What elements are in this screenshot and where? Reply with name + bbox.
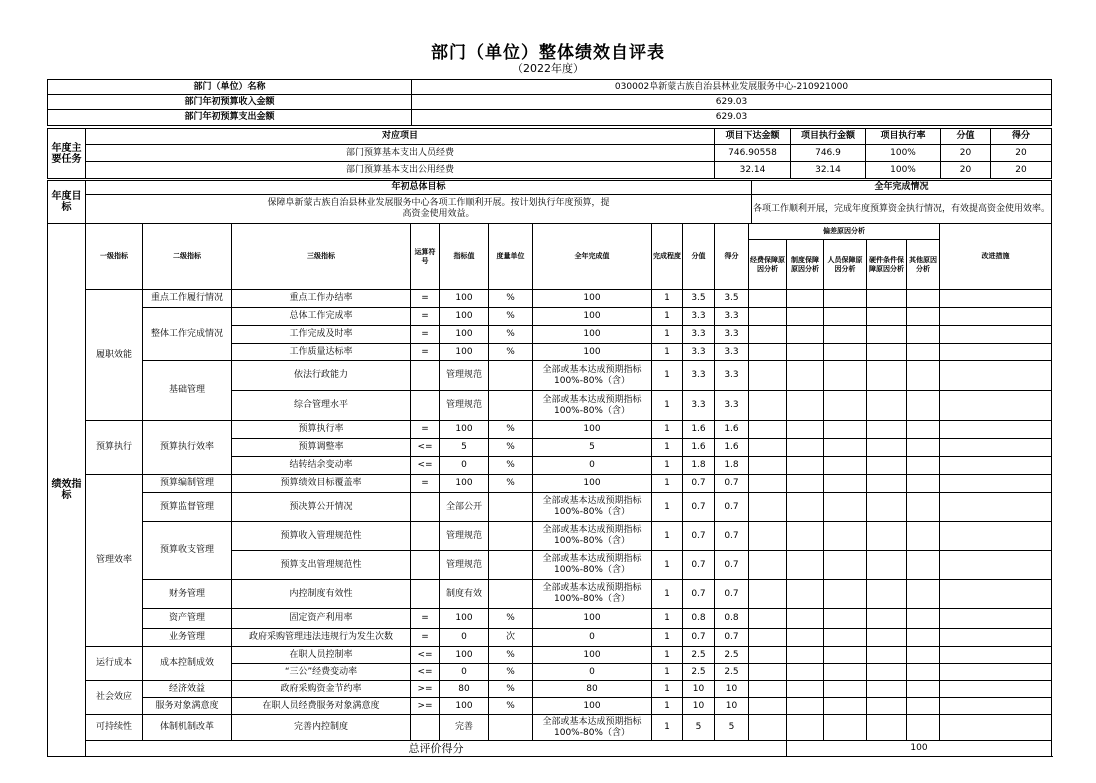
operator-cell xyxy=(411,361,440,391)
actual-cell: 100 xyxy=(533,344,652,361)
actual-cell: 100 xyxy=(533,609,652,629)
target-cell: 5 xyxy=(440,439,489,457)
actual-cell: 全部或基本达成预期指标100%-80%（含） xyxy=(533,361,652,391)
completion-cell: 1 xyxy=(652,681,683,698)
level3-cell: 预算支出管理规范性 xyxy=(232,551,411,580)
score-value-cell: 0.7 xyxy=(683,629,715,647)
level2-cell: 基础管理 xyxy=(143,361,232,421)
total-label: 总评价得分 xyxy=(86,741,787,757)
th-allocated: 项目下达金额 xyxy=(715,129,791,145)
completion-cell: 1 xyxy=(652,290,683,308)
initial-goal-header: 年初总体目标 xyxy=(86,181,752,195)
level3-cell: 预算调整率 xyxy=(232,439,411,457)
completion-cell: 1 xyxy=(652,344,683,361)
score-cell: 1.8 xyxy=(715,457,749,475)
unit-cell: % xyxy=(489,308,533,326)
operator-cell: = xyxy=(411,308,440,326)
indicator-row xyxy=(48,361,1052,391)
completion-cell: 1 xyxy=(652,326,683,344)
level2-cell: 体制机制改革 xyxy=(143,715,232,741)
operator-cell: <= xyxy=(411,664,440,681)
th-dev-other: 其他原因分析 xyxy=(907,240,940,290)
target-cell: 100 xyxy=(440,308,489,326)
actual-cell: 0 xyxy=(533,629,652,647)
expense-label: 部门年初预算支出金额 xyxy=(48,110,412,126)
actual-cell: 80 xyxy=(533,681,652,698)
operator-cell: <= xyxy=(411,457,440,475)
score-cell: 0.7 xyxy=(715,551,749,580)
indicator-row xyxy=(48,609,1052,629)
operator-cell xyxy=(411,493,440,522)
th-deviation: 偏差原因分析 xyxy=(749,224,940,240)
target-cell: 80 xyxy=(440,681,489,698)
unit-cell xyxy=(489,391,533,421)
level2-cell: 重点工作履行情况 xyxy=(143,290,232,308)
score-cell: 1.6 xyxy=(715,421,749,439)
actual-cell: 0 xyxy=(533,664,652,681)
total-value: 100 xyxy=(787,741,1052,757)
target-cell: 100 xyxy=(440,290,489,308)
th-rate: 项目执行率 xyxy=(866,129,941,145)
target-cell: 管理规范 xyxy=(440,522,489,551)
indicator-row xyxy=(48,698,1052,715)
level3-cell: 政府采购管理违法违规行为发生次数 xyxy=(232,629,411,647)
task-row xyxy=(48,145,1052,162)
income-value: 629.03 xyxy=(412,95,1052,110)
level2-cell: 财务管理 xyxy=(143,580,232,609)
th-score: 得分 xyxy=(715,224,749,290)
level3-cell: 预决算公开情况 xyxy=(232,493,411,522)
income-label: 部门年初预算收入金额 xyxy=(48,95,412,110)
task-score: 20 xyxy=(991,162,1052,179)
task-project: 部门预算基本支出公用经费 xyxy=(86,162,715,179)
goals-section-label: 年度目标 xyxy=(48,181,86,224)
level3-cell: 固定资产利用率 xyxy=(232,609,411,629)
page-title: 部门（单位）整体绩效自评表 xyxy=(431,43,665,63)
unit-cell xyxy=(489,493,533,522)
level2-cell: 预算收支管理 xyxy=(143,522,232,580)
unit-cell: % xyxy=(489,457,533,475)
score-cell: 2.5 xyxy=(715,664,749,681)
level2-cell: 预算监督管理 xyxy=(143,493,232,522)
th-dev-funding: 经费保障原因分析 xyxy=(749,240,787,290)
dept-name-value: 030002阜新蒙古族自治县林业发展服务中心-210921000 xyxy=(412,80,1052,95)
completion-cell: 1 xyxy=(652,475,683,493)
score-value-cell: 3.3 xyxy=(683,326,715,344)
score-cell: 10 xyxy=(715,698,749,715)
th-score-value: 分值 xyxy=(683,224,715,290)
level1-cell: 社会效应 xyxy=(86,681,143,715)
score-cell: 1.6 xyxy=(715,439,749,457)
score-value-cell: 0.7 xyxy=(683,551,715,580)
score-cell: 3.3 xyxy=(715,361,749,391)
th-unit: 度量单位 xyxy=(489,224,533,290)
level2-cell: 资产管理 xyxy=(143,609,232,629)
score-value-cell: 0.7 xyxy=(683,493,715,522)
level3-cell: 预算收入管理规范性 xyxy=(232,522,411,551)
completion-cell: 1 xyxy=(652,664,683,681)
task-executed: 32.14 xyxy=(791,162,866,179)
expense-value: 629.03 xyxy=(412,110,1052,126)
unit-cell: % xyxy=(489,344,533,361)
completion-cell: 1 xyxy=(652,580,683,609)
goals-table xyxy=(47,180,1052,224)
score-cell: 0.7 xyxy=(715,493,749,522)
indicators-table xyxy=(47,223,1052,757)
target-cell: 完善 xyxy=(440,715,489,741)
actual-cell: 100 xyxy=(533,475,652,493)
completion-cell: 1 xyxy=(652,647,683,664)
target-cell: 管理规范 xyxy=(440,361,489,391)
task-score-value: 20 xyxy=(941,145,991,162)
unit-cell: % xyxy=(489,681,533,698)
page-subtitle: （2022年度） xyxy=(512,62,584,75)
tasks-section-label: 年度主要任务 xyxy=(48,129,86,179)
task-project: 部门预算基本支出人员经费 xyxy=(86,145,715,162)
th-project: 对应项目 xyxy=(86,129,715,145)
unit-cell: % xyxy=(489,290,533,308)
completion-cell: 1 xyxy=(652,715,683,741)
level3-cell: 在职人员经费服务对象满意度 xyxy=(232,698,411,715)
target-cell: 100 xyxy=(440,421,489,439)
score-cell: 3.3 xyxy=(715,308,749,326)
completion-cell: 1 xyxy=(652,308,683,326)
score-cell: 10 xyxy=(715,681,749,698)
total-row xyxy=(48,741,1052,757)
actual-cell: 全部或基本达成预期指标100%-80%（含） xyxy=(533,522,652,551)
unit-cell xyxy=(489,715,533,741)
completion-text: 各项工作顺利开展，完成年度预算资金执行情况，有效提高资金使用效率。 xyxy=(752,195,1052,224)
score-cell: 3.3 xyxy=(715,344,749,361)
completion-cell: 1 xyxy=(652,439,683,457)
unit-cell xyxy=(489,361,533,391)
completion-cell: 1 xyxy=(652,551,683,580)
indicator-row xyxy=(48,493,1052,522)
level3-cell: 政府采购资金节约率 xyxy=(232,681,411,698)
task-score: 20 xyxy=(991,145,1052,162)
dept-name-label: 部门（单位）名称 xyxy=(48,80,412,95)
th-score-value: 分值 xyxy=(941,129,991,145)
target-cell: 100 xyxy=(440,647,489,664)
score-value-cell: 0.7 xyxy=(683,522,715,551)
score-cell: 0.7 xyxy=(715,475,749,493)
score-value-cell: 1.6 xyxy=(683,421,715,439)
unit-cell xyxy=(489,522,533,551)
completion-cell: 1 xyxy=(652,493,683,522)
actual-cell: 全部或基本达成预期指标100%-80%（含） xyxy=(533,580,652,609)
level1-cell: 运行成本 xyxy=(86,647,143,681)
indicator-row xyxy=(48,421,1052,439)
actual-cell: 100 xyxy=(533,421,652,439)
unit-cell xyxy=(489,580,533,609)
actual-cell: 全部或基本达成预期指标100%-80%（含） xyxy=(533,715,652,741)
th-completion: 完成程度 xyxy=(652,224,683,290)
score-value-cell: 5 xyxy=(683,715,715,741)
score-value-cell: 2.5 xyxy=(683,647,715,664)
completion-cell: 1 xyxy=(652,457,683,475)
indicator-row xyxy=(48,580,1052,609)
operator-cell: >= xyxy=(411,698,440,715)
score-cell: 3.3 xyxy=(715,391,749,421)
task-row xyxy=(48,162,1052,179)
actual-cell: 全部或基本达成预期指标100%-80%（含） xyxy=(533,391,652,421)
unit-cell: % xyxy=(489,421,533,439)
score-value-cell: 3.3 xyxy=(683,361,715,391)
unit-cell: % xyxy=(489,647,533,664)
level2-cell: 业务管理 xyxy=(143,629,232,647)
task-score-value: 20 xyxy=(941,162,991,179)
target-cell: 0 xyxy=(440,664,489,681)
score-value-cell: 3.3 xyxy=(683,344,715,361)
indicator-row xyxy=(48,629,1052,647)
actual-cell: 100 xyxy=(533,698,652,715)
score-cell: 0.7 xyxy=(715,580,749,609)
th-dev-personnel: 人员保障原因分析 xyxy=(824,240,867,290)
unit-cell: % xyxy=(489,326,533,344)
completion-cell: 1 xyxy=(652,609,683,629)
th-executed: 项目执行金额 xyxy=(791,129,866,145)
target-cell: 制度有效 xyxy=(440,580,489,609)
score-cell: 0.8 xyxy=(715,609,749,629)
operator-cell: = xyxy=(411,629,440,647)
operator-cell: = xyxy=(411,344,440,361)
completion-cell: 1 xyxy=(652,629,683,647)
unit-cell xyxy=(489,551,533,580)
score-value-cell: 0.7 xyxy=(683,580,715,609)
level2-cell: 服务对象满意度 xyxy=(143,698,232,715)
completion-cell: 1 xyxy=(652,391,683,421)
unit-cell: % xyxy=(489,439,533,457)
score-value-cell: 0.7 xyxy=(683,475,715,493)
actual-cell: 100 xyxy=(533,308,652,326)
target-cell: 管理规范 xyxy=(440,551,489,580)
unit-cell: % xyxy=(489,698,533,715)
target-cell: 100 xyxy=(440,326,489,344)
score-value-cell: 3.3 xyxy=(683,391,715,421)
level3-cell: 预算执行率 xyxy=(232,421,411,439)
indicator-row xyxy=(48,647,1052,664)
score-cell: 0.7 xyxy=(715,522,749,551)
completion-cell: 1 xyxy=(652,361,683,391)
score-cell: 2.5 xyxy=(715,647,749,664)
task-executed: 746.9 xyxy=(791,145,866,162)
th-target: 指标值 xyxy=(440,224,489,290)
operator-cell: = xyxy=(411,475,440,493)
operator-cell: >= xyxy=(411,681,440,698)
score-value-cell: 1.6 xyxy=(683,439,715,457)
completion-cell: 1 xyxy=(652,421,683,439)
score-cell: 0.7 xyxy=(715,629,749,647)
initial-goal-text: 保障阜新蒙古族自治县林业发展服务中心各项工作顺利开展。按计划执行年度预算，提高资金使用效益。 xyxy=(86,195,752,224)
actual-cell: 全部或基本达成预期指标100%-80%（含） xyxy=(533,551,652,580)
operator-cell xyxy=(411,580,440,609)
level3-cell: 在职人员控制率 xyxy=(232,647,411,664)
actual-cell: 100 xyxy=(533,326,652,344)
operator-cell xyxy=(411,551,440,580)
score-cell: 3.3 xyxy=(715,326,749,344)
level3-cell: 预算绩效目标覆盖率 xyxy=(232,475,411,493)
target-cell: 100 xyxy=(440,609,489,629)
level1-cell: 可持续性 xyxy=(86,715,143,741)
actual-cell: 100 xyxy=(533,647,652,664)
score-value-cell: 1.8 xyxy=(683,457,715,475)
operator-cell: = xyxy=(411,609,440,629)
level1-cell: 管理效率 xyxy=(86,475,143,647)
th-actual: 全年完成值 xyxy=(533,224,652,290)
score-cell: 5 xyxy=(715,715,749,741)
operator-cell: = xyxy=(411,290,440,308)
unit-cell: % xyxy=(489,609,533,629)
level3-cell: 内控制度有效性 xyxy=(232,580,411,609)
score-cell: 3.5 xyxy=(715,290,749,308)
indicator-row xyxy=(48,681,1052,698)
score-value-cell: 2.5 xyxy=(683,664,715,681)
target-cell: 全部公开 xyxy=(440,493,489,522)
score-value-cell: 3.5 xyxy=(683,290,715,308)
level3-cell: 完善内控制度 xyxy=(232,715,411,741)
level3-cell: “三公”经费变动率 xyxy=(232,664,411,681)
operator-cell: <= xyxy=(411,647,440,664)
level3-cell: 工作完成及时率 xyxy=(232,326,411,344)
operator-cell: <= xyxy=(411,439,440,457)
target-cell: 100 xyxy=(440,344,489,361)
level1-cell: 履职效能 xyxy=(86,290,143,421)
actual-cell: 0 xyxy=(533,457,652,475)
info-table xyxy=(47,79,1052,126)
level3-cell: 依法行政能力 xyxy=(232,361,411,391)
th-level3: 三级指标 xyxy=(232,224,411,290)
level2-cell: 成本控制成效 xyxy=(143,647,232,681)
indicator-row xyxy=(48,290,1052,308)
indicator-row xyxy=(48,522,1052,551)
score-value-cell: 10 xyxy=(683,681,715,698)
operator-cell: = xyxy=(411,326,440,344)
score-value-cell: 0.8 xyxy=(683,609,715,629)
target-cell: 0 xyxy=(440,457,489,475)
unit-cell: 次 xyxy=(489,629,533,647)
task-rate: 100% xyxy=(866,162,941,179)
th-dev-hardware: 硬件条件保障原因分析 xyxy=(867,240,907,290)
th-dev-system: 制度保障原因分析 xyxy=(787,240,824,290)
completion-cell: 1 xyxy=(652,698,683,715)
level1-cell: 预算执行 xyxy=(86,421,143,475)
actual-cell: 100 xyxy=(533,290,652,308)
task-rate: 100% xyxy=(866,145,941,162)
target-cell: 管理规范 xyxy=(440,391,489,421)
operator-cell xyxy=(411,522,440,551)
level3-cell: 工作质量达标率 xyxy=(232,344,411,361)
indicator-row xyxy=(48,715,1052,741)
target-cell: 100 xyxy=(440,698,489,715)
operator-cell xyxy=(411,391,440,421)
completion-cell: 1 xyxy=(652,522,683,551)
indicator-row xyxy=(48,475,1052,493)
level3-cell: 重点工作办结率 xyxy=(232,290,411,308)
th-level1: 一级指标 xyxy=(86,224,143,290)
th-operator: 运算符号 xyxy=(411,224,440,290)
actual-cell: 5 xyxy=(533,439,652,457)
task-allocated: 32.14 xyxy=(715,162,791,179)
score-value-cell: 10 xyxy=(683,698,715,715)
level2-cell: 整体工作完成情况 xyxy=(143,308,232,361)
level2-cell: 预算执行效率 xyxy=(143,421,232,475)
unit-cell: % xyxy=(489,664,533,681)
indicator-row xyxy=(48,308,1052,326)
level3-cell: 结转结余变动率 xyxy=(232,457,411,475)
actual-cell: 全部或基本达成预期指标100%-80%（含） xyxy=(533,493,652,522)
level2-cell: 经济效益 xyxy=(143,681,232,698)
operator-cell xyxy=(411,715,440,741)
indicators-section-label: 绩效指标 xyxy=(48,224,86,757)
task-allocated: 746.90558 xyxy=(715,145,791,162)
completion-header: 全年完成情况 xyxy=(752,181,1052,195)
score-value-cell: 3.3 xyxy=(683,308,715,326)
operator-cell: = xyxy=(411,421,440,439)
th-improvement: 改进措施 xyxy=(940,224,1052,290)
target-cell: 100 xyxy=(440,475,489,493)
level2-cell: 预算编制管理 xyxy=(143,475,232,493)
unit-cell: % xyxy=(489,475,533,493)
tasks-table xyxy=(47,128,1052,179)
target-cell: 0 xyxy=(440,629,489,647)
th-score: 得分 xyxy=(991,129,1052,145)
th-level2: 二级指标 xyxy=(143,224,232,290)
level3-cell: 总体工作完成率 xyxy=(232,308,411,326)
level3-cell: 综合管理水平 xyxy=(232,391,411,421)
